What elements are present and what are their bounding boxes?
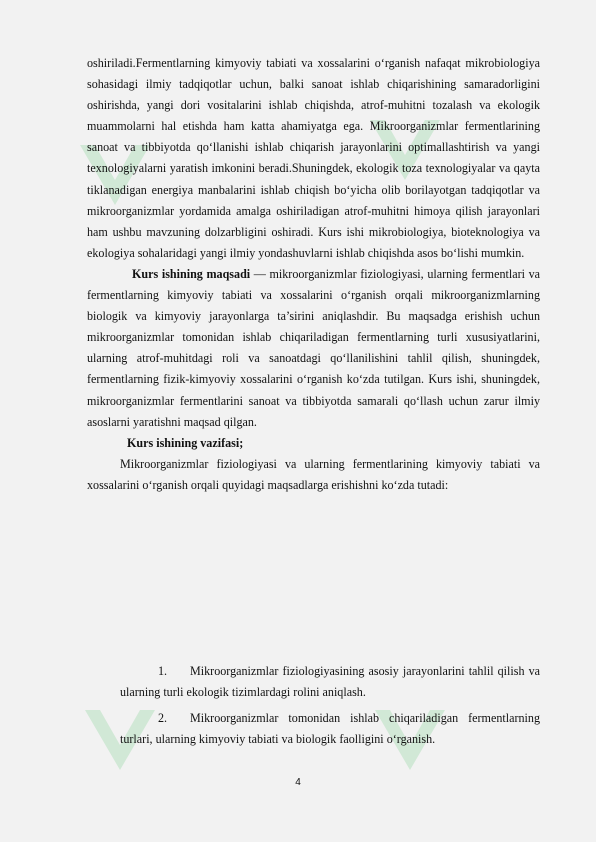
paragraph-goal bbox=[87, 264, 540, 433]
list-item-2 bbox=[120, 708, 540, 750]
paragraph-tasks-intro: Mikroorganizmlar fiziologiyasi va ularning fermentlarining kimyoviy tabiati va xossalarini o‘rganish orqali quyidagi maqsadlarga erishishni ko‘zda tutadi: bbox=[87, 456, 540, 492]
list-item-1 bbox=[120, 661, 540, 703]
list-text: Mikroorganizmlar tomonidan ishlab chiqariladigan fermentlarning turlari, ularning kimyoviy tabiati va biologik faolligini o‘rganish. bbox=[120, 711, 540, 747]
paragraph-intro: oshiriladi.Fermentlarning kimyoviy tabiati va xossalarini o‘rganish nafaqat mikrobiologiya sohasidagi ilmiy tadqiqotlar uchun, balki sanoat ishlab chiqarishining samaradorligini oshirishda, yangi dori vositalarini ishlab chiqishda, atrof-muhitni tozalash va ekologik muammolarni hal etishda ham katta ahamiyatga ega. Mikroorganizmlar fermentlarining sanoat va tibbiyotda qo‘llanishi ishlab chiqarish jarayonlarini optimallashtirish va yangi texnologiyalarni yaratish imkonini beradi.Shuningdek, ekologik toza texnologiyalar va qayta tiklanadigan energiya manbalarini ishlab chiqish bo‘yicha olib borilayotgan tadqiqotlar va mikroorganizmlar yordamida amalga oshiriladigan atrof-muhitni himoya qilish jarayonlari ham ushbu mavzuning dolzarbligini oshiradi. Kurs ishi mikrobiologiya, bioteknologiya va ekologiya sohalaridagi yangi ilmiy yondashuvlarni ishlab chiqishda asos bo‘lishi mumkin. bbox=[87, 56, 540, 260]
page-number: 4 bbox=[295, 777, 301, 788]
goal-body: — mikroorganizmlar fiziologiyasi, ularning fermentlari va fermentlarning kimyoviy tabiati va xossalarini o‘rganish orqali mikroorganizmlarning biologik va kimyoviy jarayonlarga ta’sirini aniqlashdir. Bu maqsadga erishish uchun mikroorganizmlar tomonidan ishlab chiqariladigan fermentlarning turli xususiyatlarini, ularning atrof-muhitdagi roli va sanoatdagi qo‘llanilishini tahlil qilish, shuningdek, fermentlarning fizik-kimyoviy xossalarini o‘rganish ko‘zda tutilgan. Kurs ishi, shuningdek, mikroorganizmlar fermentlarini sanoat va tibbiyotda samarali qo‘llash uchun zarur ilmiy asoslarni yaratishni maqsad qilgan. bbox=[87, 266, 541, 429]
list-number: 1. bbox=[158, 664, 168, 678]
tasks-heading: Kurs ishining vazifasi; bbox=[127, 435, 244, 450]
list-number: 2. bbox=[158, 711, 168, 725]
goal-heading: Kurs ishining maqsadi bbox=[132, 266, 251, 281]
body-text bbox=[87, 53, 540, 496]
list-text: Mikroorganizmlar fiziologiyasining asosiy jarayonlarini tahlil qilish va ularning turli ekologik tizimlardagi rolini aniqlash. bbox=[120, 664, 540, 700]
